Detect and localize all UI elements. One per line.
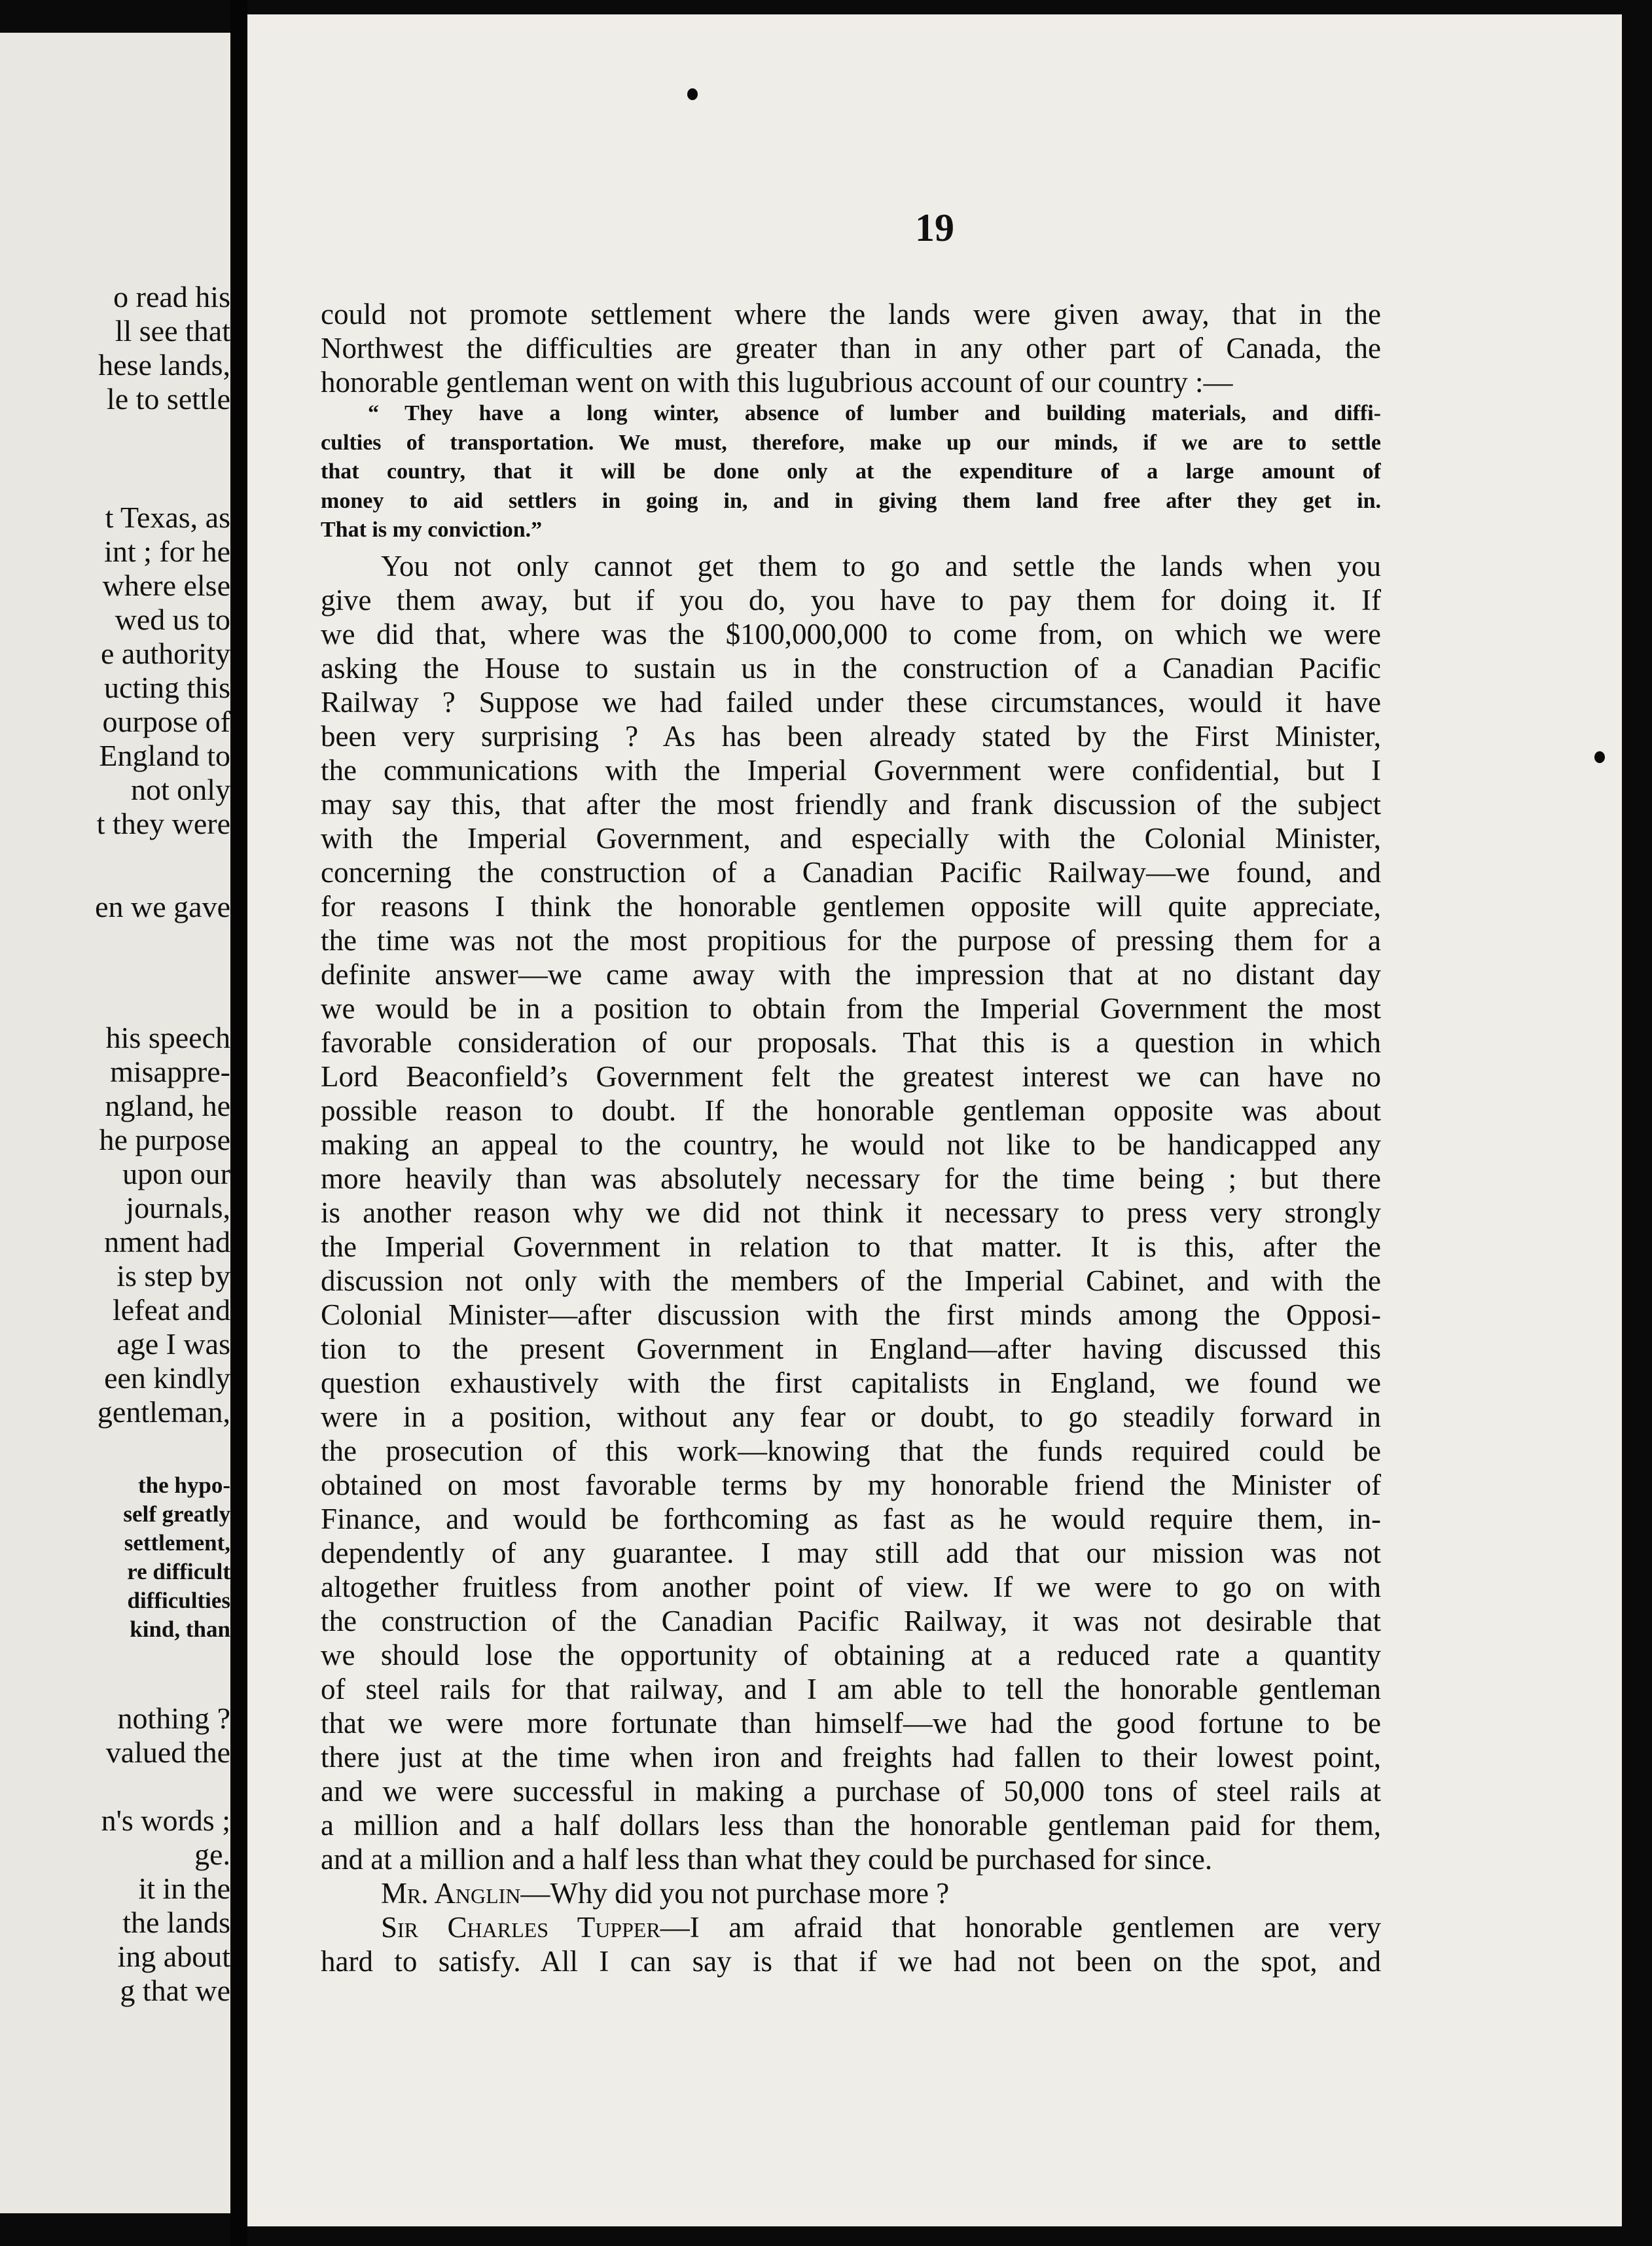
main-page [247,14,1622,2226]
fragment-line: t Texas, as [105,501,230,534]
text-line: were in a position, without any fear or doubt, to go steadily forward in [321,1400,1381,1433]
text-line: for reasons I think the honorable gentlemen opposite will quite appreciate, [321,889,1381,923]
fragment-line: nment had [104,1225,230,1258]
fragment-line: the hypo- [138,1472,230,1498]
text-line: there just at the time when iron and freights had fallen to their lowest point, [321,1740,1381,1774]
quote-line: money to aid settlers in going in, and in giving them land free after they get in. [321,488,1381,513]
speaker-name: Mr. Anglin [381,1876,521,1910]
text-line: we would be in a position to obtain from the Imperial Government the most [321,991,1381,1025]
speech-text: —I am afraid that honorable gentlemen are very [660,1910,1381,1944]
tupper-speech [321,1910,1381,1944]
text-line: we should lose the opportunity of obtaining at a reduced rate a quantity [321,1638,1381,1671]
text-line: altogether fruitless from another point of view. If we were to go on with [321,1570,1381,1603]
quote-line: “ They have a long winter, absence of lumber and building materials, and diffi- [368,401,1381,425]
fragment-line: settlement, [124,1530,230,1556]
fragment-line: England to [99,739,230,772]
text-line: obtained on most favorable terms by my honorable friend the Minister of [321,1468,1381,1501]
text-line: possible reason to doubt. If the honorable gentleman opposite was about [321,1094,1381,1127]
left-fragment-mid [0,501,230,841]
anglin-speech [321,1876,1381,1910]
text-line: tion to the present Government in England—after having discussed this [321,1332,1381,1365]
fragment-line: journals, [126,1191,230,1224]
fragment-line: misappre- [110,1055,230,1088]
fragment-line: ing about [117,1940,230,1973]
fragment-line: lefeat and [112,1293,230,1327]
text-line: been very surprising ? As has been already stated by the First Minister, [321,719,1381,753]
text-line: and we were successful in making a purchase of 50,000 tons of steel rails at [321,1774,1381,1808]
left-fragment-speech [0,1021,230,1429]
text-line: the construction of the Canadian Pacific Railway, it was not desirable that [321,1604,1381,1637]
text-line: may say this, that after the most friendly and frank discussion of the subject [321,787,1381,821]
text-line: question exhaustively with the first capitalists in England, we found we [321,1366,1381,1399]
left-fragment-bottom [0,1702,230,2008]
quote-line: That is my conviction.” [321,518,543,542]
fragment-line: it in the [138,1872,230,1905]
left-fragment-en [0,890,230,924]
fragment-line: en we gave [95,890,230,923]
text-line: favorable consideration of our proposals. That this is a question in which [321,1025,1381,1059]
fragment-line: wed us to [115,603,230,636]
fragment-line: n's words ; [101,1804,230,1837]
fragment-line: g that we [120,1974,230,2007]
text-line: Northwest the difficulties are greater than in any other part of Canada, the [321,332,1381,365]
text-line: the Imperial Government in relation to that matter. It is this, after the [321,1230,1381,1263]
speech-text: —Why did you not purchase more ? [520,1876,950,1910]
fragment-line: the lands [122,1906,230,1939]
text-line: asking the House to sustain us in the construction of a Canadian Pacific [321,651,1381,685]
text-line: we did that, where was the $100,000,000 to come from, on which we were [321,617,1381,651]
body-text [321,297,1381,1978]
text-line: making an appeal to the country, he would not like to be handicapped any [321,1128,1381,1161]
text-line: could not promote settlement where the lands were given away, that in the [321,298,1381,330]
fragment-line: ll see that [115,314,230,348]
fragment-line: ourpose of [102,705,230,738]
speaker-name: Sir Charles Tupper [381,1910,660,1944]
fragment-line: difficulties [127,1588,230,1613]
ink-spot [1594,751,1605,763]
text-line: definite answer—we came away with the impression that at no distant day [321,957,1381,991]
fragment-line: re difficult [127,1559,230,1584]
fragment-line: int ; for he [104,535,230,568]
text-line: dependently of any guarantee. I may still add that our mission was not [321,1536,1381,1569]
fragment-line: is step by [117,1259,230,1292]
fragment-line: ge. [194,1838,230,1871]
text-line: Finance, and would be forthcoming as fast as he would require them, in- [321,1502,1381,1535]
text-line: and at a million and a half less than what they could be purchased for since. [321,1842,1213,1876]
fragment-line: een kindly [104,1361,230,1395]
page-number: 19 [915,206,954,249]
text-line: the communications with the Imperial Government were confidential, but I [321,753,1381,787]
text-line: concerning the construction of a Canadian Pacific Railway—we found, and [321,855,1381,889]
fragment-line: self greatly [123,1501,230,1527]
fragment-line: age I was [117,1327,230,1361]
text-line: Colonial Minister—after discussion with the first minds among the Opposi- [321,1298,1381,1331]
book-gutter [230,0,247,2246]
ink-spot [687,88,698,100]
text-line: hard to satisfy. All I can say is that if we had not been on the spot, and [321,1944,1381,1978]
text-line: discussion not only with the members of the Imperial Cabinet, and with the [321,1264,1381,1297]
text-line: with the Imperial Government, and especially with the Colonial Minister, [321,821,1381,855]
text-line: Railway ? Suppose we had failed under these circumstances, would it have [321,685,1381,719]
fragment-line: o read his [113,280,230,313]
fragment-line: e authority [101,637,230,670]
text-line: give them away, but if you do, you have to pay them for doing it. If [321,583,1381,616]
fragment-line: gentleman, [97,1395,230,1429]
left-fragment-top [0,280,230,416]
fragment-line: upon our [122,1157,230,1190]
fragment-line: his speech [105,1021,230,1054]
fragment-line: not only [130,773,230,806]
text-line: You not only cannot get them to go and settle the lands when you [381,549,1381,582]
fragment-line: he purpose [99,1123,230,1156]
fragment-line: kind, than [130,1616,230,1642]
text-line: the time was not the most propitious for the purpose of pressing them for a [321,923,1381,957]
quote-line: culties of transportation. We must, therefore, make up our minds, if we are to settle [321,430,1381,455]
fragment-line: valued the [105,1736,230,1769]
fragment-line: le to settle [106,382,230,416]
text-line: Lord Beaconfield’s Government felt the greatest interest we can have no [321,1060,1381,1093]
text-line: that we were more fortunate than himself—we had the good fortune to be [321,1706,1381,1739]
text-line: more heavily than was absolutely necessary for the time being ; but there [321,1162,1381,1195]
text-line: honorable gentleman went on with this lugubrious account of our country :— [321,366,1233,399]
fragment-line: ucting this [104,671,230,704]
block-quote [321,399,1381,545]
left-fragment-small [0,1471,230,1644]
text-line: is another reason why we did not think it necessary to press very strongly [321,1196,1381,1229]
text-line: a million and a half dollars less than the honorable gentleman paid for them, [321,1808,1381,1842]
previous-page-fragment [0,33,230,2213]
fragment-line: nothing ? [117,1702,230,1735]
fragment-line: ngland, he [105,1089,230,1122]
text-line: the prosecution of this work—knowing that the funds required could be [321,1434,1381,1467]
fragment-line: where else [102,569,230,602]
text-line: of steel rails for that railway, and I am able to tell the honorable gentleman [321,1672,1381,1705]
quote-line: that country, that it will be done only at the expenditure of a large amount of [321,459,1381,484]
fragment-line: hese lands, [98,348,230,382]
fragment-line [0,1770,230,1804]
fragment-line: t they were [96,807,230,840]
